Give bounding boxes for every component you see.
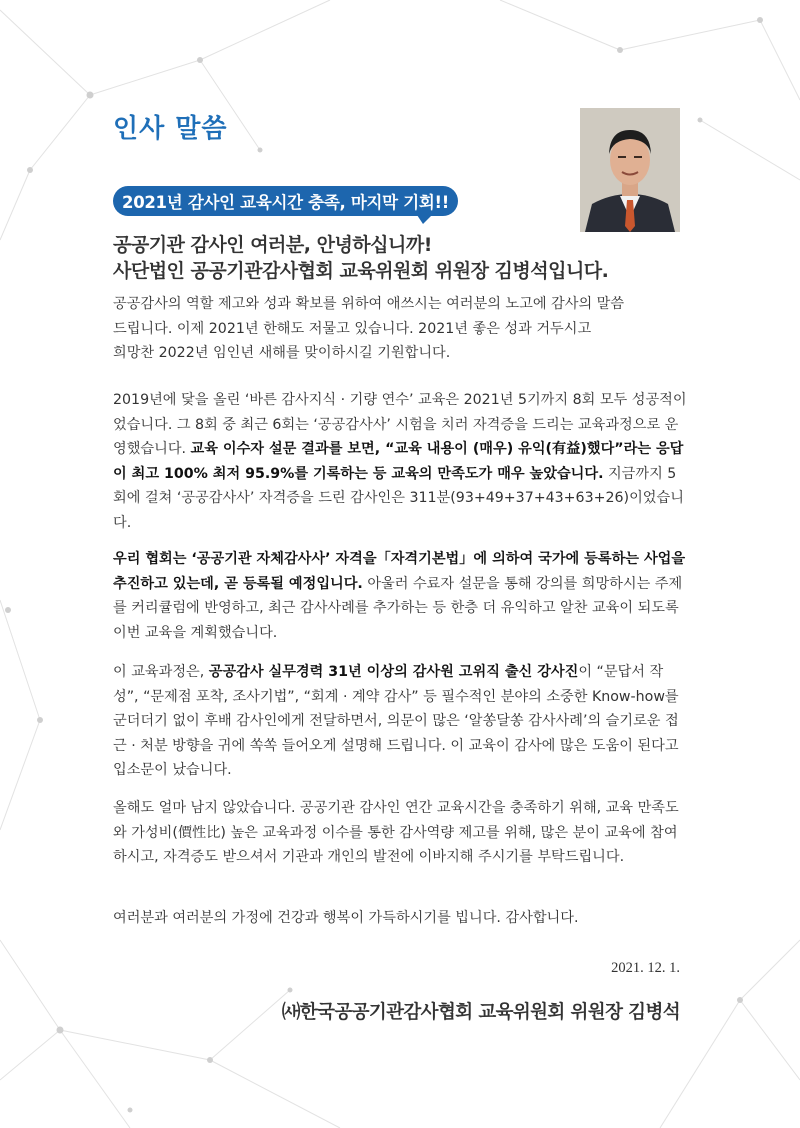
letter-date: 2021. 12. 1. xyxy=(611,960,680,976)
banner-speech-tail xyxy=(415,212,435,224)
paragraph-6 xyxy=(113,906,688,931)
paragraph-5-text: 올해도 얼마 남지 않았습니다. 공공기관 감사인 연간 교육시간을 충족하기 위해, 교육 만족도와 가성비(價性比) 높은 교육과정 이수를 통한 감사역량 제고를 위해, 많은 분이 교육에 참여하시고, 자격증도 받으셔서 기관과 개인의 발전에 이바지해 주시기를 부탁드립니다. xyxy=(113,800,679,865)
paragraph-1-line-1: 공공감사의 역할 제고와 성과 확보를 위하여 애쓰시는 여러분의 노고에 감사의 말씀 xyxy=(113,296,625,312)
paragraph-4-text-a: 이 교육과정은, xyxy=(113,664,209,680)
greeting-line-1: 공공기관 감사인 여러분, 안녕하십니까! xyxy=(113,234,432,256)
person-portrait-icon xyxy=(580,108,680,232)
portrait-photo xyxy=(580,108,680,232)
paragraph-6-text: 여러분과 여러분의 가정에 건강과 행복이 가득하시기를 빕니다. 감사합니다. xyxy=(113,910,579,926)
paragraph-3 xyxy=(113,547,688,645)
paragraph-3-bold-registration: 우리 협회는 ‘공공기관 자체감사사’ 자격을「자격기본법」에 의하여 국가에 등록하는 사업을 추진하고 있는데, 곧 등록될 예정입니다. xyxy=(113,551,686,592)
paragraph-1-line-3: 희망찬 2022년 임인년 새해를 맞이하시길 기원합니다. xyxy=(113,345,451,361)
greeting-line-2: 사단법인 공공기관감사협회 교육위원회 위원장 김병석입니다. xyxy=(113,260,609,282)
paragraph-1 xyxy=(113,292,688,366)
paragraph-3-text: 아울러 수료자 설문을 통해 강의를 희망하시는 주제를 커리큘럼에 반영하고, 최근 감사사례를 추가하는 등 한층 더 유익하고 알찬 교육이 되도록 이번 교육을 계획했습니다. xyxy=(113,575,683,641)
paragraph-2 xyxy=(113,388,688,535)
paragraph-2-text-a: 2019년에 닻을 올린 ‘바른 감사지식 · 기량 연수’ 교육은 2021년 5기까지 8회 모두 성공적이었습니다. 그 8회 중 최근 6회는 ‘공공감사사’ 시험을 치러 자격증을 드리는 교육과정으로 운영했습니다. xyxy=(113,392,687,457)
greeting-heading xyxy=(113,232,633,284)
signature-line: ㈔한국공공기관감사협회 교육위원회 위원장 김병석 xyxy=(281,1002,680,1023)
highlight-banner: 2021년 감사인 교육시간 충족, 마지막 기회!! xyxy=(113,186,458,216)
paragraph-1-line-2: 드립니다. 이제 2021년 한해도 저물고 있습니다. 2021년 좋은 성과 거두시고 xyxy=(113,320,592,337)
paragraph-2-text-b: 지금까지 5회에 걸쳐 ‘공공감사사’ 자격증을 드린 감사인은 311분(93+49+37+43+63+26)이었습니다. xyxy=(113,465,684,531)
paragraph-4-bold-instructors: 공공감사 실무경력 31년 이상의 감사원 고위직 출신 강사진 xyxy=(208,664,579,680)
paragraph-4 xyxy=(113,660,688,783)
paragraph-4-text-b: 이 “문답서 작성”, “문제점 포착, 조사기법”, “회계 · 계약 감사” 등 필수적인 분야의 소중한 Know-how를 군더더기 없이 후배 감사인에게 전달하면서, 의문이 많은 ‘알쏭달쏭 감사사례’의 슬기로운 접근 · 처분 방향을 귀에 쏙쏙 들어오게 설명해 드립니다. 이 교육이 감사에 많은 도움이 된다고 입소문이 났습니다. xyxy=(113,664,679,778)
paragraph-2-bold-survey: 교육 이수자 설문 결과를 보면, “교육 내용이 (매우) 유익(有益)했다”라는 응답이 최고 100% 최저 95.9%를 기록하는 등 교육의 만족도가 매우 높았습니다. xyxy=(113,441,684,482)
page-title: 인사 말씀 xyxy=(113,114,228,144)
paragraph-5 xyxy=(113,796,688,870)
